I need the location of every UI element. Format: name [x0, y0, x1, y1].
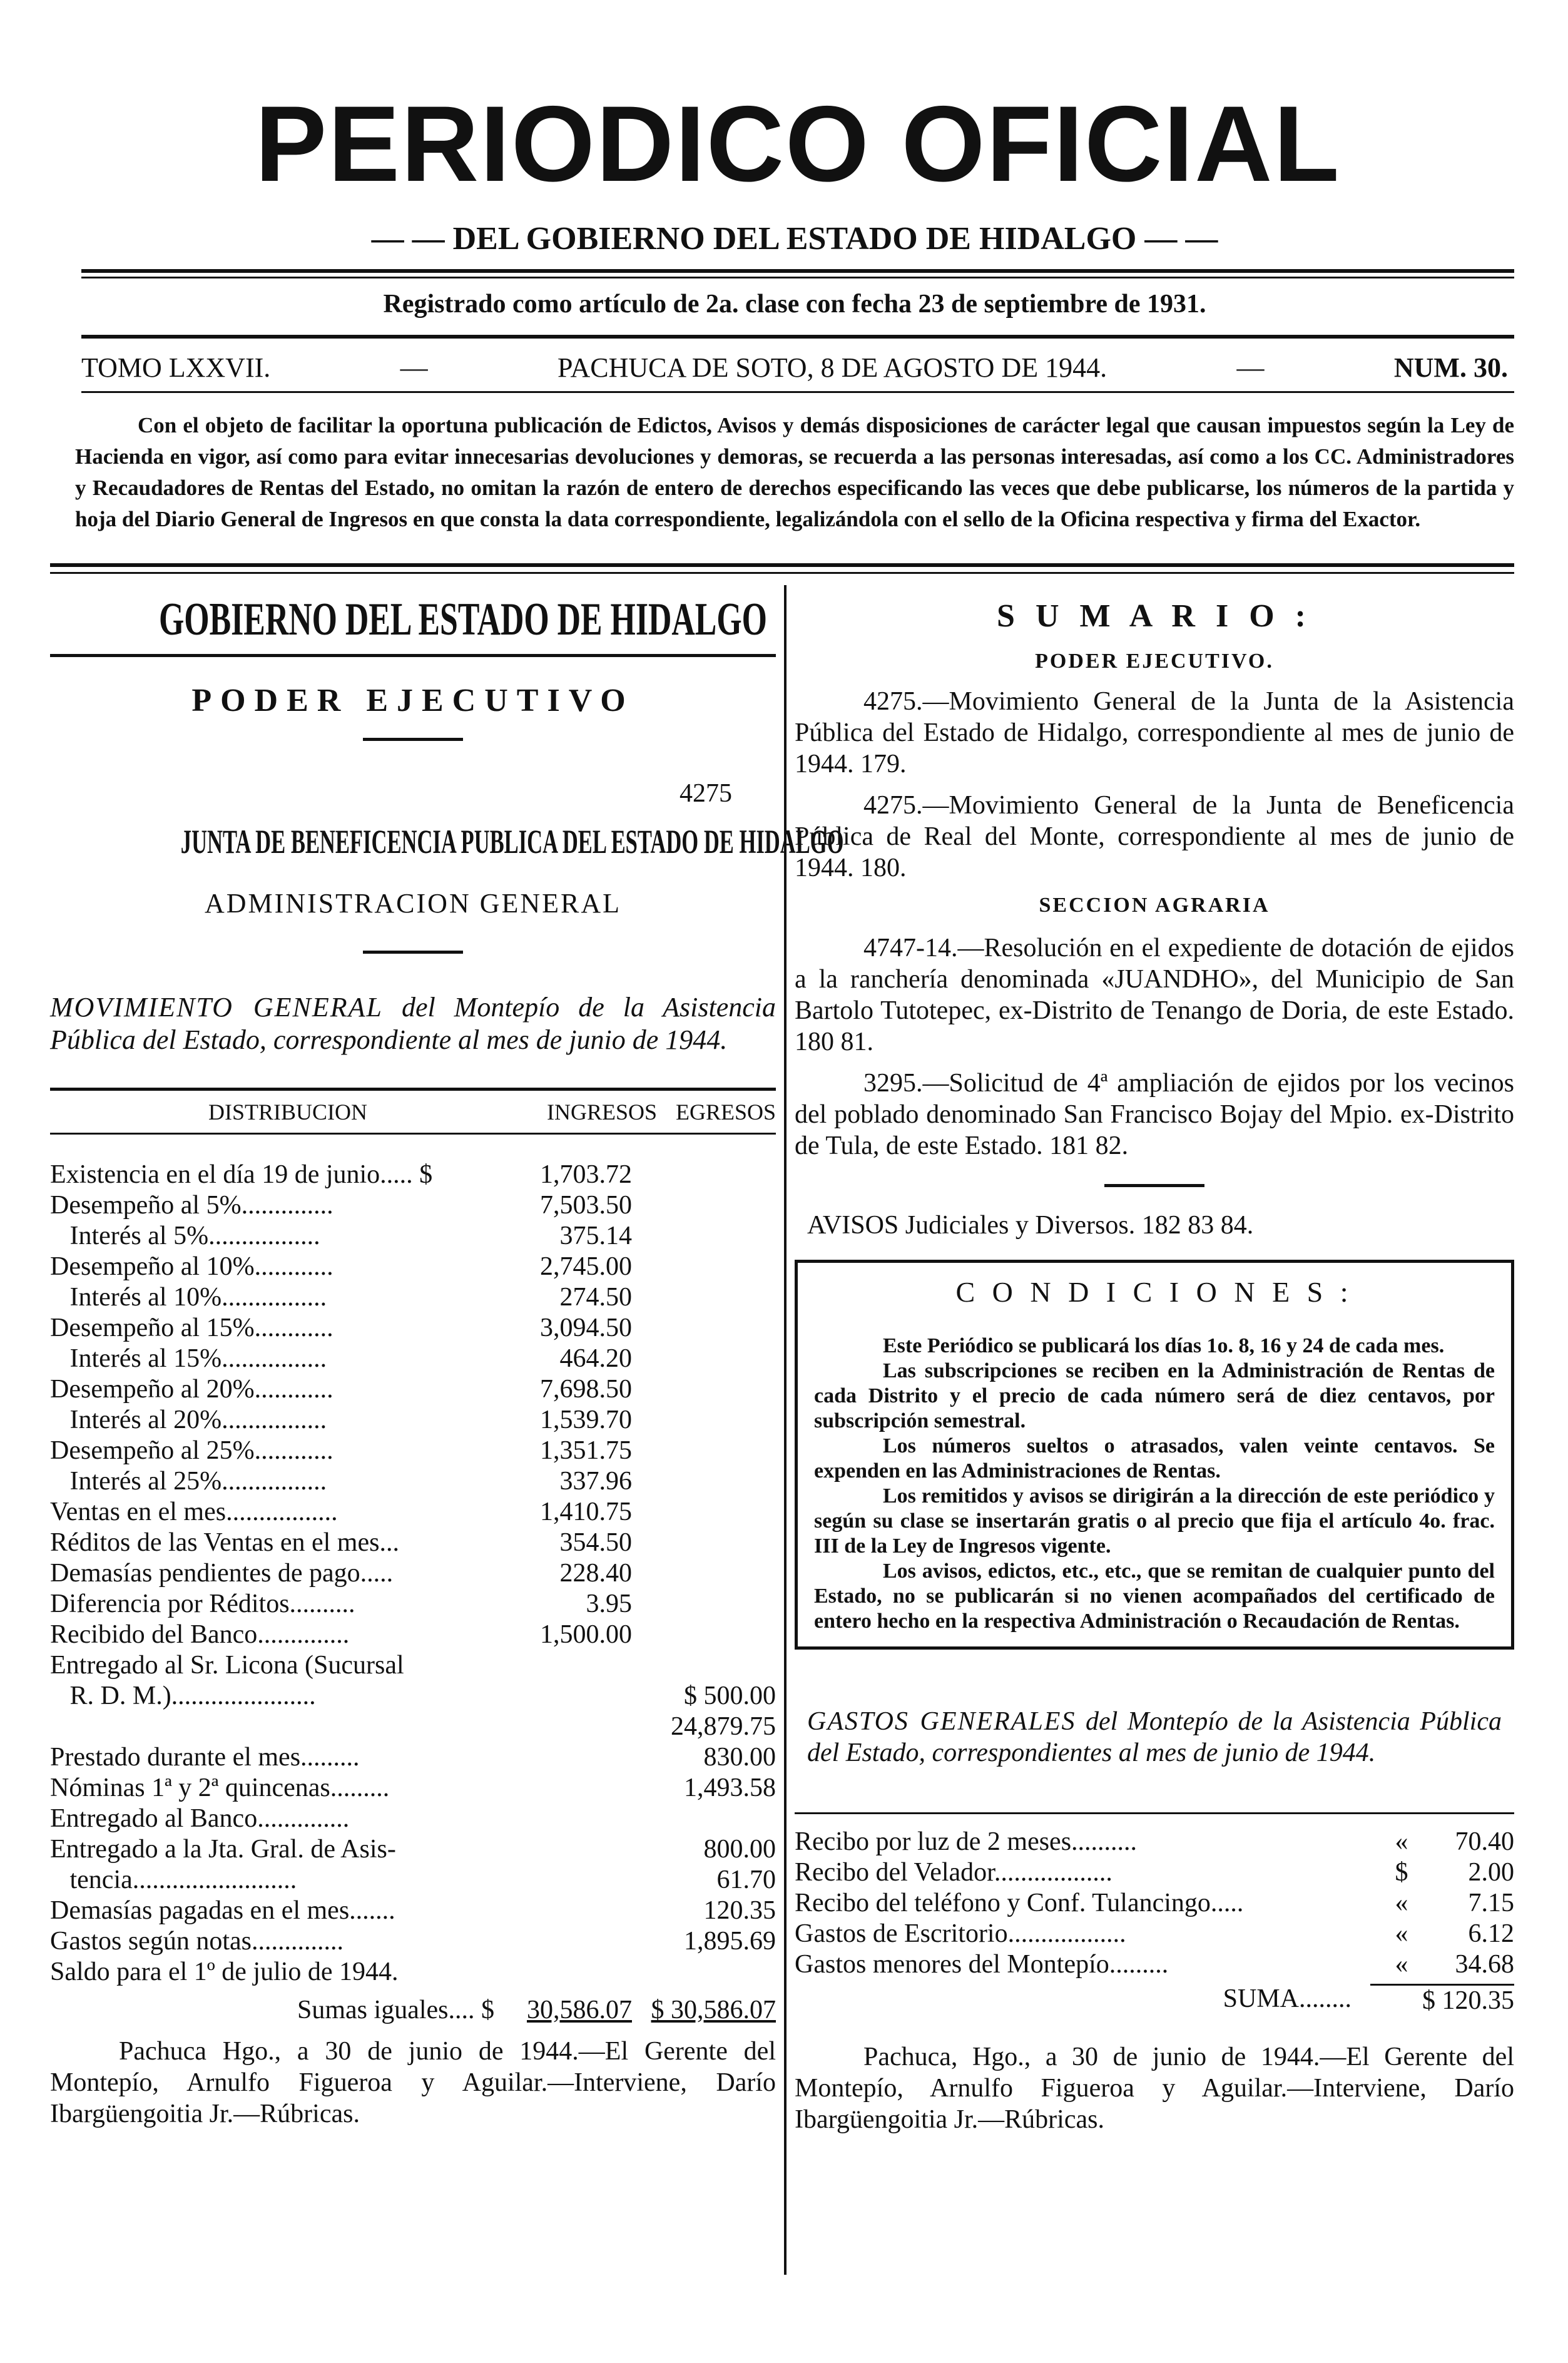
- row-label: Interés al 10%................: [50, 1283, 327, 1312]
- table-row: [50, 1528, 776, 1558]
- table-row: [50, 1957, 776, 1988]
- row-label: Nóminas 1ª y 2ª quincenas.........: [50, 1774, 390, 1802]
- sumario-entry: 4275.—Movimiento General de la Junta de Beneficencia Pública de Real del Monte, correspondiente al mes de junio de 1944. 180.: [795, 791, 1514, 882]
- row-ingresos: 1,539.70: [540, 1406, 632, 1434]
- row-label: Desempeño al 10%............: [50, 1252, 333, 1281]
- row-egresos: 830.00: [703, 1743, 776, 1772]
- divider: [50, 563, 1514, 567]
- notice-paragraph: Con el objeto de facilitar la oportuna publicación de Edictos, Avisos y demás disposiciones de carácter legal que causan impuestos según la Ley de Hacienda en vigor, así como para evitar innecesarias devoluciones y demoras, se recuerda a las personas interesadas, así como a los CC. Administradores y Recaudadores de Rentas del Estado, no omitan la razón de entero de derechos especificando las veces que debe publicarse, los números de la partida y hoja del Diario General de Ingresos en que consta la data correspondiente, legalizándola con el sello de la Oficina respectiva y firma del Exactor.: [75, 413, 1514, 531]
- row-label: Existencia en el día 19 de junio..... $: [50, 1160, 433, 1189]
- condiciones-list: [814, 1334, 1495, 1634]
- totals-egresos: $ 30,586.07: [651, 1996, 776, 2024]
- place-date: PACHUCA DE SOTO, 8 DE AGOSTO DE 1944.: [557, 352, 1107, 383]
- row-label: Recibido del Banco..............: [50, 1620, 350, 1649]
- row-ingresos: 3,094.50: [540, 1314, 632, 1342]
- divider: [81, 269, 1514, 273]
- row-egresos: 120.35: [703, 1896, 776, 1925]
- divider: [1104, 1184, 1204, 1187]
- row-egresos: [632, 1313, 776, 1344]
- gastos-label: Gastos de Escritorio..................: [795, 1919, 1126, 1948]
- junta-title: JUNTA DE BENEFICENCIA PUBLICA DEL ESTADO DE HIDALGO: [180, 823, 844, 860]
- row-ingresos: 228.40: [559, 1559, 632, 1588]
- dash: —: [400, 352, 428, 383]
- suma-amount: $ 120.35: [1370, 1984, 1514, 2016]
- gastos-row: [795, 1919, 1514, 1949]
- distribution-table: [50, 1160, 776, 1988]
- divider: [81, 335, 1514, 339]
- header-egresos: EGRESOS: [675, 1100, 776, 1125]
- sumario-entries-agraria: [795, 932, 1514, 1161]
- gastos-title-rest: del Montepío de la Asistencia Pública del Estado, correspondientes al mes de junio de 1944.: [807, 1707, 1502, 1767]
- dash: —: [1236, 352, 1265, 383]
- registration-line: Registrado como artículo de 2a. clase con fecha 23 de septiembre de 1931.: [383, 290, 1206, 319]
- row-egresos: [632, 1252, 776, 1282]
- row-egresos: 800.00: [703, 1835, 776, 1864]
- row-ingresos: 274.50: [559, 1283, 632, 1312]
- row-ingresos: [501, 1865, 632, 1896]
- divider: [81, 391, 1514, 393]
- row-label: Interés al 15%................: [50, 1344, 327, 1373]
- totals-label: Sumas iguales.... $: [297, 1996, 494, 2024]
- row-egresos: [632, 1344, 776, 1374]
- table-row: [50, 1282, 776, 1313]
- row-ingresos: 464.20: [559, 1344, 632, 1373]
- table-row: [50, 1865, 776, 1896]
- gastos-amount: 2.00: [1468, 1858, 1514, 1887]
- row-egresos: 1,895.69: [684, 1927, 776, 1956]
- row-egresos: [632, 1436, 776, 1466]
- sumario-agraria: SECCION AGRARIA: [1039, 894, 1270, 917]
- sumario-entry: 4275.—Movimiento General de la Junta de la Asistencia Pública del Estado de Hidalgo, correspondiente al mes de junio de 1944. 179.: [795, 687, 1514, 778]
- condicion-paragraph: Los números sueltos o atrasados, valen veinte centavos. Se expenden en las Administraciones de Rentas.: [814, 1434, 1495, 1483]
- gastos-row: [795, 1888, 1514, 1919]
- row-ingresos: [501, 1742, 632, 1773]
- row-label: Saldo para el 1º de julio de 1944.: [50, 1957, 399, 1986]
- gastos-amount: 70.40: [1455, 1827, 1514, 1856]
- row-label: tencia.........................: [50, 1865, 297, 1894]
- row-label: Desempeño al 15%............: [50, 1314, 333, 1342]
- row-ingresos: 354.50: [559, 1528, 632, 1557]
- row-egresos: [632, 1650, 776, 1681]
- table-row: [50, 1620, 776, 1650]
- gastos-label: Gastos menores del Montepío.........: [795, 1950, 1169, 1979]
- gastos-currency: «: [1395, 1919, 1408, 1948]
- table-row: [50, 1313, 776, 1344]
- row-label: Prestado durante el mes.........: [50, 1743, 360, 1772]
- row-label: Interés al 20%................: [50, 1406, 327, 1434]
- gastos-row: [795, 1949, 1514, 1980]
- table-row: [50, 1896, 776, 1926]
- row-ingresos: 7,503.50: [540, 1191, 632, 1220]
- table-header: [50, 1097, 776, 1128]
- row-label: Réditos de las Ventas en el mes...: [50, 1528, 399, 1557]
- row-label: Entregado al Sr. Licona (Sucursal: [50, 1651, 404, 1680]
- divider: [363, 951, 463, 954]
- row-ingresos: 1,351.75: [540, 1436, 632, 1465]
- divider: [363, 738, 463, 741]
- signature-left: Pachuca Hgo., a 30 de junio de 1944.—El Gerente del Montepío, Arnulfo Figueroa y Aguilar.—Interviene, Darío Ibargüengoitia Jr.—Rúbricas.: [50, 2037, 776, 2128]
- table-row: [50, 1497, 776, 1528]
- table-row: [50, 1252, 776, 1282]
- sumario-heading: S U M A R I O :: [997, 598, 1312, 634]
- table-row: [50, 1773, 776, 1804]
- tomo: TOMO LXXVII.: [81, 352, 271, 383]
- row-label: Desempeño al 5%..............: [50, 1191, 333, 1220]
- row-egresos: [632, 1160, 776, 1190]
- row-egresos: [632, 1558, 776, 1589]
- row-ingresos: 1,410.75: [540, 1498, 632, 1526]
- condicion-paragraph: Los remitidos y avisos se dirigirán a la dirección de este periódico y según su clase se insertarán gratis o al precio que fija el artículo 4o. frac. III de la Ley de Ingresos vigente.: [814, 1484, 1495, 1558]
- row-egresos: [632, 1957, 776, 1988]
- table-row: [50, 1834, 776, 1865]
- totals-row: [50, 1995, 776, 2026]
- table-row: [50, 1190, 776, 1221]
- left-column: [50, 591, 844, 2130]
- row-ingresos: 337.96: [559, 1467, 632, 1496]
- divider: [50, 654, 776, 657]
- row-egresos: [632, 1466, 776, 1497]
- row-egresos: $ 500.00: [684, 1682, 776, 1710]
- row-ingresos: 375.14: [559, 1222, 632, 1250]
- row-label: R. D. M.)......................: [50, 1682, 316, 1710]
- row-egresos: [632, 1497, 776, 1528]
- gastos-currency: $: [1395, 1858, 1408, 1887]
- divider: [50, 572, 1514, 574]
- right-column: [795, 591, 1514, 2135]
- row-ingresos: [501, 1681, 632, 1712]
- row-egresos: [632, 1374, 776, 1405]
- table-row: [50, 1681, 776, 1712]
- row-label: Interés al 5%.................: [50, 1222, 320, 1250]
- table-row: [50, 1466, 776, 1497]
- row-egresos: [632, 1190, 776, 1221]
- gastos-amount: 34.68: [1455, 1950, 1514, 1979]
- masthead-title: PERIODICO OFICIAL: [255, 84, 1341, 204]
- row-label: Ventas en el mes.................: [50, 1498, 338, 1526]
- suma-label: SUMA........: [1223, 1984, 1352, 2013]
- gastos-title: [795, 1706, 1514, 1768]
- table-row: [50, 1160, 776, 1190]
- row-ingresos: [501, 1896, 632, 1926]
- divider: [50, 1088, 776, 1091]
- row-label: Diferencia por Réditos..........: [50, 1590, 355, 1618]
- condicion-paragraph: Los avisos, edictos, etc., etc., que se remitan de cualquier punto del Estado, no se publicarán si no vienen acompañados del certificado de entero hecho en la respectiva Administración o Recaudación de Rentas.: [814, 1559, 1495, 1633]
- row-ingresos: [501, 1834, 632, 1865]
- row-ingresos: [501, 1926, 632, 1957]
- row-egresos: [632, 1221, 776, 1252]
- document-number: 4275: [680, 779, 732, 808]
- table-row: [50, 1558, 776, 1589]
- row-egresos: [632, 1804, 776, 1834]
- table-row: [50, 1344, 776, 1374]
- admin-heading: ADMINISTRACION GENERAL: [204, 888, 622, 919]
- row-label: Gastos según notas..............: [50, 1927, 344, 1956]
- gastos-label: Recibo por luz de 2 meses..........: [795, 1827, 1138, 1856]
- row-egresos: [632, 1589, 776, 1620]
- sumario-entry: 3295.—Solicitud de 4ª ampliación de ejidos por los vecinos del poblado denominado San Francisco Bojay del Mpio. ex-Distrito de Tula, de este Estado. 181 82.: [795, 1069, 1514, 1160]
- table-row: [50, 1589, 776, 1620]
- row-egresos: 61.70: [716, 1865, 776, 1894]
- table-row: [50, 1221, 776, 1252]
- gastos-currency: «: [1395, 1827, 1408, 1856]
- sumario-entry: 4747-14.—Resolución en el expediente de dotación de ejidos a la ranchería denominada «JUANDHO», del Municipio de San Bartolo Tutotepec, ex-Distrito de Tenango de Doria, de este Estado. 180 81.: [795, 934, 1514, 1056]
- row-label: [50, 1712, 501, 1742]
- row-ingresos: [501, 1957, 632, 1988]
- table-row: [50, 1926, 776, 1957]
- gastos-table: [795, 1827, 1514, 1980]
- row-ingresos: 1,703.72: [540, 1160, 632, 1189]
- masthead-subtitle: — — DEL GOBIERNO DEL ESTADO DE HIDALGO — —: [371, 221, 1218, 257]
- row-ingresos: [501, 1773, 632, 1804]
- divider: [81, 277, 1514, 278]
- gastos-row: [795, 1827, 1514, 1857]
- row-egresos: 1,493.58: [684, 1774, 776, 1802]
- avisos-entry: AVISOS Judiciales y Diversos. 182 83 84.: [807, 1211, 1254, 1240]
- movement-title-rest: del Montepío de la Asistencia Pública del Estado, correspondiente al mes de junio de 1944.: [50, 992, 776, 1055]
- divider: [50, 1133, 776, 1135]
- gastos-amount: 6.12: [1468, 1919, 1514, 1948]
- header-distribucion: DISTRIBUCION: [208, 1100, 367, 1125]
- issue-line: [81, 352, 1508, 384]
- gastos-currency: «: [1395, 1889, 1408, 1917]
- condiciones-heading: C O N D I C I O N E S :: [955, 1276, 1353, 1308]
- government-title: GOBIERNO DEL ESTADO DE HIDALGO: [159, 594, 767, 645]
- gastos-row: [795, 1857, 1514, 1888]
- row-label: Entregado al Banco..............: [50, 1804, 350, 1833]
- condiciones-box: [795, 1260, 1514, 1650]
- table-row: [50, 1436, 776, 1466]
- row-egresos: [632, 1405, 776, 1436]
- row-ingresos: [501, 1650, 632, 1681]
- condicion-paragraph: Este Periódico se publicará los días 1o. 8, 16 y 24 de cada mes.: [883, 1334, 1445, 1357]
- totals-ingresos: 30,586.07: [527, 1996, 632, 2024]
- gastos-label: Recibo del teléfono y Conf. Tulancingo.....: [795, 1889, 1244, 1917]
- header-ingresos: INGRESOS: [546, 1100, 657, 1125]
- row-egresos: [632, 1620, 776, 1650]
- row-ingresos: 1,500.00: [540, 1620, 632, 1649]
- row-egresos: [632, 1282, 776, 1313]
- table-row: [50, 1712, 776, 1742]
- row-label: Demasías pagadas en el mes.......: [50, 1896, 395, 1925]
- gastos-label: Recibo del Velador..................: [795, 1858, 1112, 1887]
- row-ingresos: 7,698.50: [540, 1375, 632, 1404]
- table-row: [50, 1742, 776, 1773]
- row-label: Desempeño al 25%............: [50, 1436, 333, 1465]
- signature-right: Pachuca, Hgo., a 30 de junio de 1944.—El Gerente del Montepío, Arnulfo Figueroa y Aguilar.—Interviene, Darío Ibargüengoitia Jr.—Rúbricas.: [795, 2043, 1514, 2134]
- gastos-amount: 7.15: [1468, 1889, 1514, 1917]
- table-row: [50, 1405, 776, 1436]
- issue-number: NUM. 30.: [1393, 352, 1508, 383]
- row-egresos: 24,879.75: [671, 1712, 776, 1741]
- gastos-title-lead: GASTOS GENERALES: [807, 1707, 1076, 1736]
- divider: [795, 1812, 1514, 1814]
- sumario-poder: PODER EJECUTIVO.: [1035, 650, 1274, 673]
- row-label: Desempeño al 20%............: [50, 1375, 333, 1404]
- sumario-entries: [795, 686, 1514, 884]
- table-row: [50, 1650, 776, 1681]
- row-ingresos: 2,745.00: [540, 1252, 632, 1281]
- row-label: Entregado a la Jta. Gral. de Asis-: [50, 1835, 396, 1864]
- movement-title-lead: MOVIMIENTO GENERAL: [50, 992, 383, 1023]
- movement-title: [50, 991, 776, 1056]
- row-ingresos: 3.95: [586, 1590, 632, 1618]
- condicion-paragraph: Las subscripciones se reciben en la Administración de Rentas de cada Distrito y el precio de cada número será de diez centavos, por subscripción semestral.: [814, 1359, 1495, 1432]
- table-row: [50, 1374, 776, 1405]
- table-row: [50, 1804, 776, 1834]
- row-label: Interés al 25%................: [50, 1467, 327, 1496]
- suma-row: [795, 1984, 1514, 2016]
- row-egresos: [632, 1528, 776, 1558]
- row-label: Demasías pendientes de pago.....: [50, 1559, 394, 1588]
- row-ingresos: [501, 1712, 632, 1742]
- section-heading: PODER EJECUTIVO: [191, 683, 634, 718]
- gastos-currency: «: [1395, 1950, 1408, 1979]
- row-ingresos: [501, 1804, 632, 1834]
